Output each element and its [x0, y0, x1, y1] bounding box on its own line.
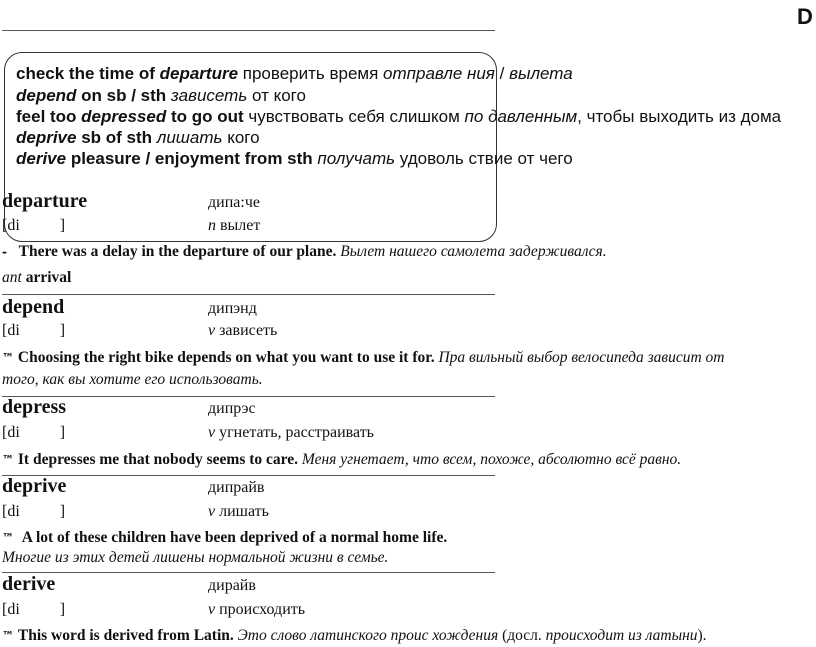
ipa-departure: [di ]	[2, 217, 66, 234]
example-depend-cont: того, как вы хотите его использовать.	[2, 371, 263, 388]
translit-depress: дипрэс	[208, 400, 256, 417]
example-departure: - There was a delay in the departure of our plane. Вылет нашего самолета задерживался.	[2, 243, 607, 260]
ipa-depend: [di ]	[2, 322, 66, 339]
corner-letter: D	[797, 4, 813, 29]
phrase-4: deprive sb of sth лишать кого	[16, 128, 260, 147]
divider-3	[2, 475, 495, 476]
ipa-depress: [di ]	[2, 424, 66, 441]
meaning-derive: v происходить	[208, 601, 306, 618]
headword-derive: derive	[2, 573, 56, 595]
meaning-deprive: v лишать	[208, 503, 269, 520]
translit-derive: дирайв	[208, 577, 256, 594]
ipa-derive: [di ]	[2, 601, 66, 618]
ipa-deprive: [di ]	[2, 503, 66, 520]
divider-2	[2, 396, 495, 397]
example-derive: ™ This word is derived from Latin. Это слово латинского проис хождения (досл. происходит из латыни).	[2, 627, 707, 644]
headword-depend: depend	[2, 296, 65, 318]
divider-1	[2, 294, 495, 295]
phrase-3: feel too depressed to go out чувствовать себя слишком по давленным, чтобы выходить из дома	[16, 107, 782, 126]
translit-departure: дипа:че	[208, 194, 260, 211]
translit-depend: дипэнд	[208, 300, 257, 317]
headword-deprive: deprive	[2, 475, 67, 497]
phrase-5: derive pleasure / enjoyment from sth получать удоволь ствие от чего	[16, 149, 573, 168]
translit-deprive: дипрайв	[208, 479, 265, 496]
meaning-departure: n вылет	[208, 217, 261, 234]
top-divider	[2, 30, 495, 31]
example-deprive: ™ A lot of these children have been deprived of a normal home life.	[2, 529, 448, 546]
example-deprive-ru: Многие из этих детей лишены нормальной жизни в семье.	[2, 549, 389, 566]
example-depress: ™ It depresses me that nobody seems to care. Меня угнетает, что всем, похоже, абсолютно всё равно.	[2, 451, 682, 468]
headword-departure: departure	[2, 190, 88, 212]
phrase-1: check the time of departure проверить время отправле ния / вылета	[16, 64, 573, 83]
antonym-departure: ant arrival	[2, 269, 72, 286]
meaning-depend: v зависеть	[208, 322, 278, 339]
example-depend: ™ Choosing the right bike depends on what you want to use it for. Пра вильный выбор велосипеда зависит от	[2, 349, 725, 366]
phrase-2: depend on sb / sth зависеть от кого	[16, 86, 306, 105]
divider-4	[2, 572, 495, 573]
headword-depress: depress	[2, 396, 67, 418]
meaning-depress: v угнетать, расстраивать	[208, 424, 374, 441]
